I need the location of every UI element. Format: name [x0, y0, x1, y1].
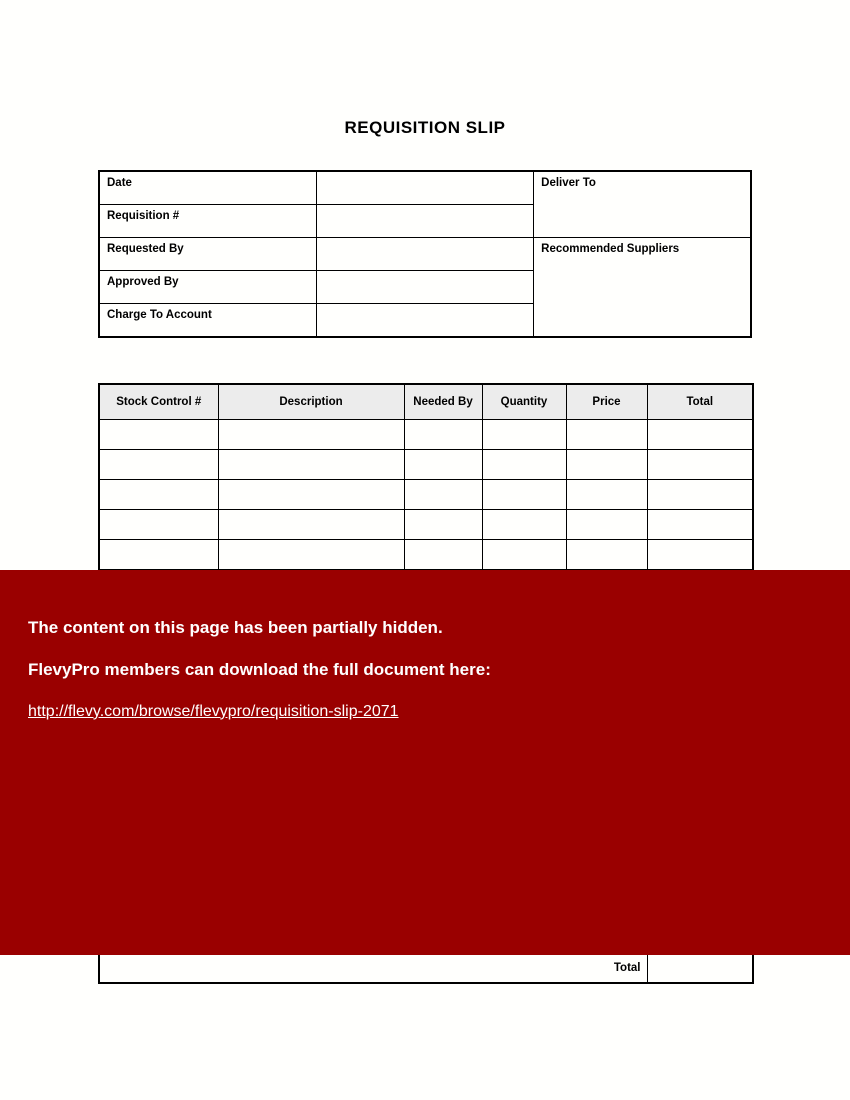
cell-quantity[interactable]	[482, 540, 566, 570]
table-row	[99, 953, 753, 984]
grand-total-label: Total	[99, 953, 647, 984]
field-value-requested-by[interactable]	[316, 238, 533, 271]
page-title: REQUISITION SLIP	[344, 118, 506, 137]
cell-description[interactable]	[218, 510, 404, 540]
cell-quantity[interactable]	[482, 480, 566, 510]
column-header-total: Total	[647, 384, 753, 420]
cell-needed-by[interactable]	[404, 420, 482, 450]
field-label-deliver-to: Deliver To	[534, 171, 751, 238]
field-value-approved-by[interactable]	[316, 271, 533, 304]
field-label-requisition-number: Requisition #	[99, 205, 316, 238]
table-row	[99, 450, 753, 480]
cell-description[interactable]	[218, 540, 404, 570]
cell-price[interactable]	[566, 420, 647, 450]
cell-needed-by[interactable]	[404, 510, 482, 540]
column-header-description: Description	[218, 384, 404, 420]
field-value-date[interactable]	[316, 171, 533, 205]
cell-total[interactable]	[647, 480, 753, 510]
cell-price[interactable]	[566, 450, 647, 480]
requisition-total-row	[98, 952, 754, 984]
cell-stock-control[interactable]	[99, 510, 218, 540]
cell-price[interactable]	[566, 540, 647, 570]
column-header-needed-by: Needed By	[404, 384, 482, 420]
field-label-charge-to-account: Charge To Account	[99, 304, 316, 338]
column-header-stock-control: Stock Control #	[99, 384, 218, 420]
cell-stock-control[interactable]	[99, 540, 218, 570]
column-header-quantity: Quantity	[482, 384, 566, 420]
table-row	[99, 171, 751, 205]
cell-needed-by[interactable]	[404, 450, 482, 480]
field-label-approved-by: Approved By	[99, 271, 316, 304]
table-row	[99, 540, 753, 570]
grand-total-value[interactable]	[647, 953, 753, 984]
cell-quantity[interactable]	[482, 450, 566, 480]
content-hidden-overlay	[0, 570, 850, 955]
overlay-message-line-2: FlevyPro members can download the full document here:	[28, 660, 491, 680]
cell-description[interactable]	[218, 450, 404, 480]
table-row	[99, 420, 753, 450]
cell-stock-control[interactable]	[99, 420, 218, 450]
table-row	[99, 510, 753, 540]
cell-price[interactable]	[566, 510, 647, 540]
cell-needed-by[interactable]	[404, 480, 482, 510]
requisition-header-table	[98, 170, 752, 338]
cell-total[interactable]	[647, 420, 753, 450]
field-label-requested-by: Requested By	[99, 238, 316, 271]
field-value-charge-to-account[interactable]	[316, 304, 533, 338]
field-label-recommended-suppliers: Recommended Suppliers	[534, 238, 751, 338]
flevypro-document-link[interactable]: http://flevy.com/browse/flevypro/requisition-slip-2071	[28, 702, 399, 720]
field-value-requisition-number[interactable]	[316, 205, 533, 238]
cell-price[interactable]	[566, 480, 647, 510]
table-row	[99, 238, 751, 271]
field-label-date: Date	[99, 171, 316, 205]
cell-total[interactable]	[647, 540, 753, 570]
table-row	[99, 480, 753, 510]
cell-stock-control[interactable]	[99, 450, 218, 480]
cell-total[interactable]	[647, 450, 753, 480]
cell-total[interactable]	[647, 510, 753, 540]
cell-description[interactable]	[218, 420, 404, 450]
table-header-row	[99, 384, 753, 420]
cell-quantity[interactable]	[482, 420, 566, 450]
cell-stock-control[interactable]	[99, 480, 218, 510]
column-header-price: Price	[566, 384, 647, 420]
cell-quantity[interactable]	[482, 510, 566, 540]
cell-needed-by[interactable]	[404, 540, 482, 570]
cell-description[interactable]	[218, 480, 404, 510]
overlay-message-line-1: The content on this page has been partially hidden.	[28, 618, 443, 637]
